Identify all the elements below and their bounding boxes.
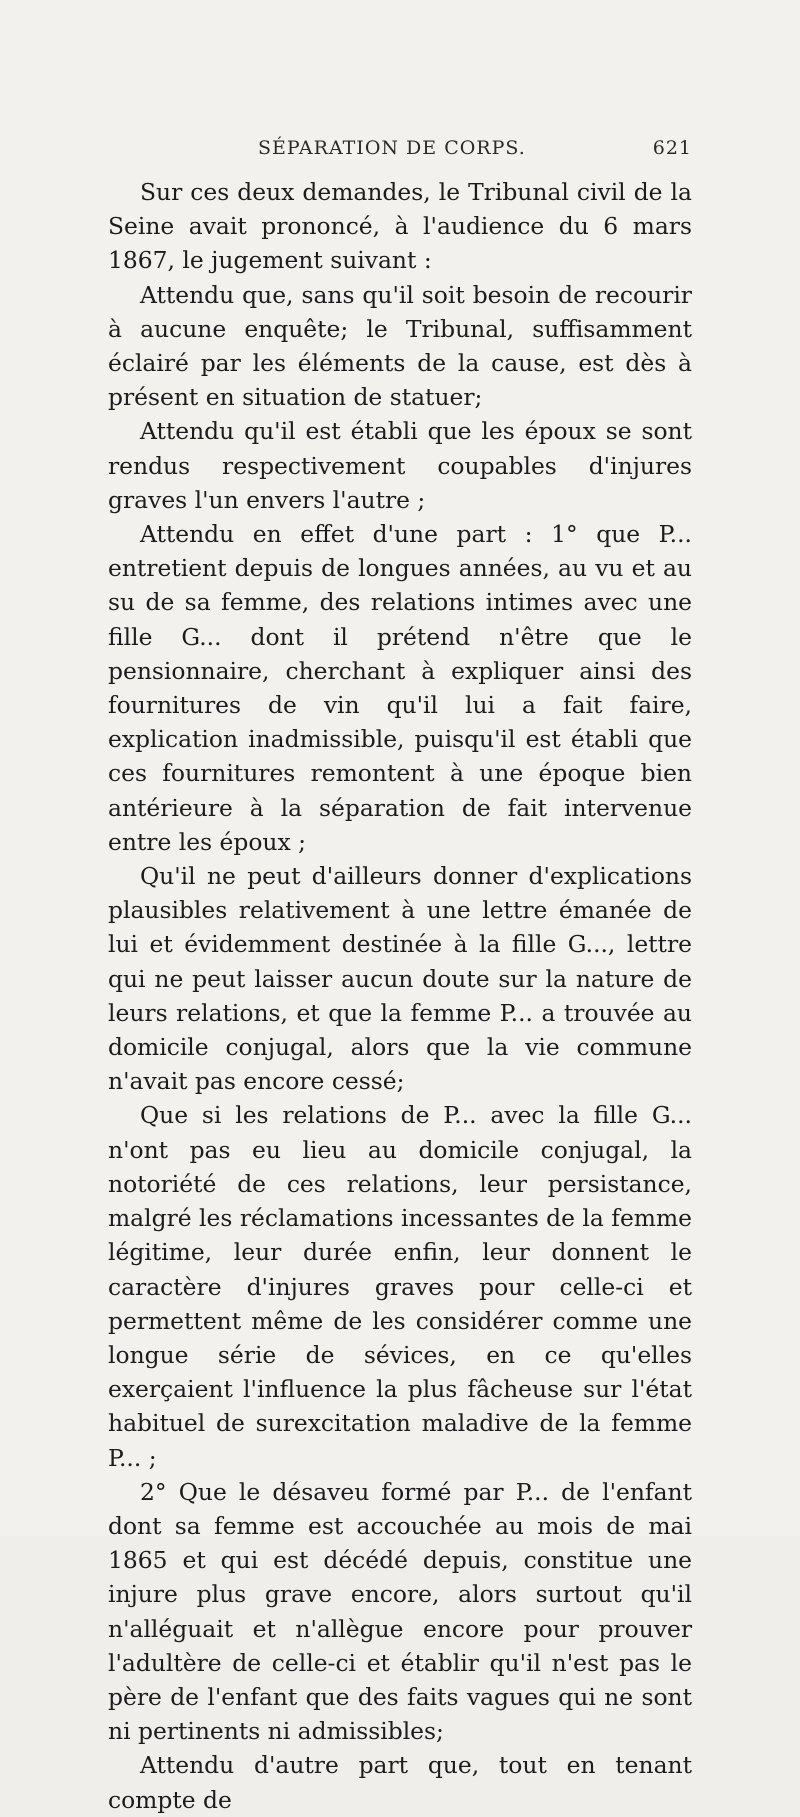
paragraph: Sur ces deux demandes, le Tribunal civil de la Seine avait prononcé, à l'audience du 6 mars 1867, le jugement suivant : [108, 178, 692, 275]
paragraph: Attendu que, sans qu'il soit besoin de recourir à aucune enquête; le Tribunal, suffisamment éclairé par les éléments de la cause, est dès à présent en situation de statuer; [108, 280, 692, 412]
paragraph: Attendu en effet d'une part : 1° que P... entretient depuis de longues années, au vu et au su de sa femme, des relations intimes avec une fille G... dont il prétend n'être que le pensionnaire, cherchant à expliquer ainsi des fournitures de vin qu'il lui a fait faire, explication inadmissible, puisqu'il est établi que ces fournitures remontent à une époque bien antérieure à la séparation de fait intervenue entre les époux ; [108, 520, 692, 856]
running-title: SÉPARATION DE CORPS. [258, 137, 526, 159]
paragraph: 2° Que le désaveu formé par P... de l'enfant dont sa femme est accouchée au mois de mai 1865 et qui est décédé depuis, constitue une injure plus grave encore, alors surtout qu'il n'alléguait et n'allègue encore pour prouver l'adultère de celle-ci et établir qu'il n'est pas le père de l'enfant que des faits vagues qui ne sont ni pertinents ni admissibles; [108, 1477, 692, 1746]
paragraph: Attendu qu'il est établi que les époux se sont rendus respectivement coupables d'injures graves l'un envers l'autre ; [108, 417, 692, 514]
page-number: 621 [652, 137, 692, 159]
paragraph: Que si les relations de P... avec la fille G... n'ont pas eu lieu au domicile conjugal, la notoriété de ces relations, leur persistance, malgré les réclamations incessantes de la femme légitime, leur durée enfin, leur donnent le caractère d'injures graves pour celle-ci et permettent même de les considérer comme une longue série de sévices, en ce qu'elles exerçaient l'influence la plus fâcheuse sur l'état habituel de surexcitation maladive de la femme P... ; [108, 1101, 692, 1472]
body-text [108, 175, 692, 1817]
paragraph: Qu'il ne peut d'ailleurs donner d'explications plausibles relativement à une lettre émanée de lui et évidemment destinée à la fille G..., lettre qui ne peut laisser aucun doute sur la nature de leurs relations, et que la femme P... a trouvée au domicile conjugal, alors que la vie commune n'avait pas encore cessé; [108, 862, 692, 1096]
page-header [258, 137, 692, 167]
paragraph: Attendu d'autre part que, tout en tenant compte de [108, 1751, 692, 1814]
